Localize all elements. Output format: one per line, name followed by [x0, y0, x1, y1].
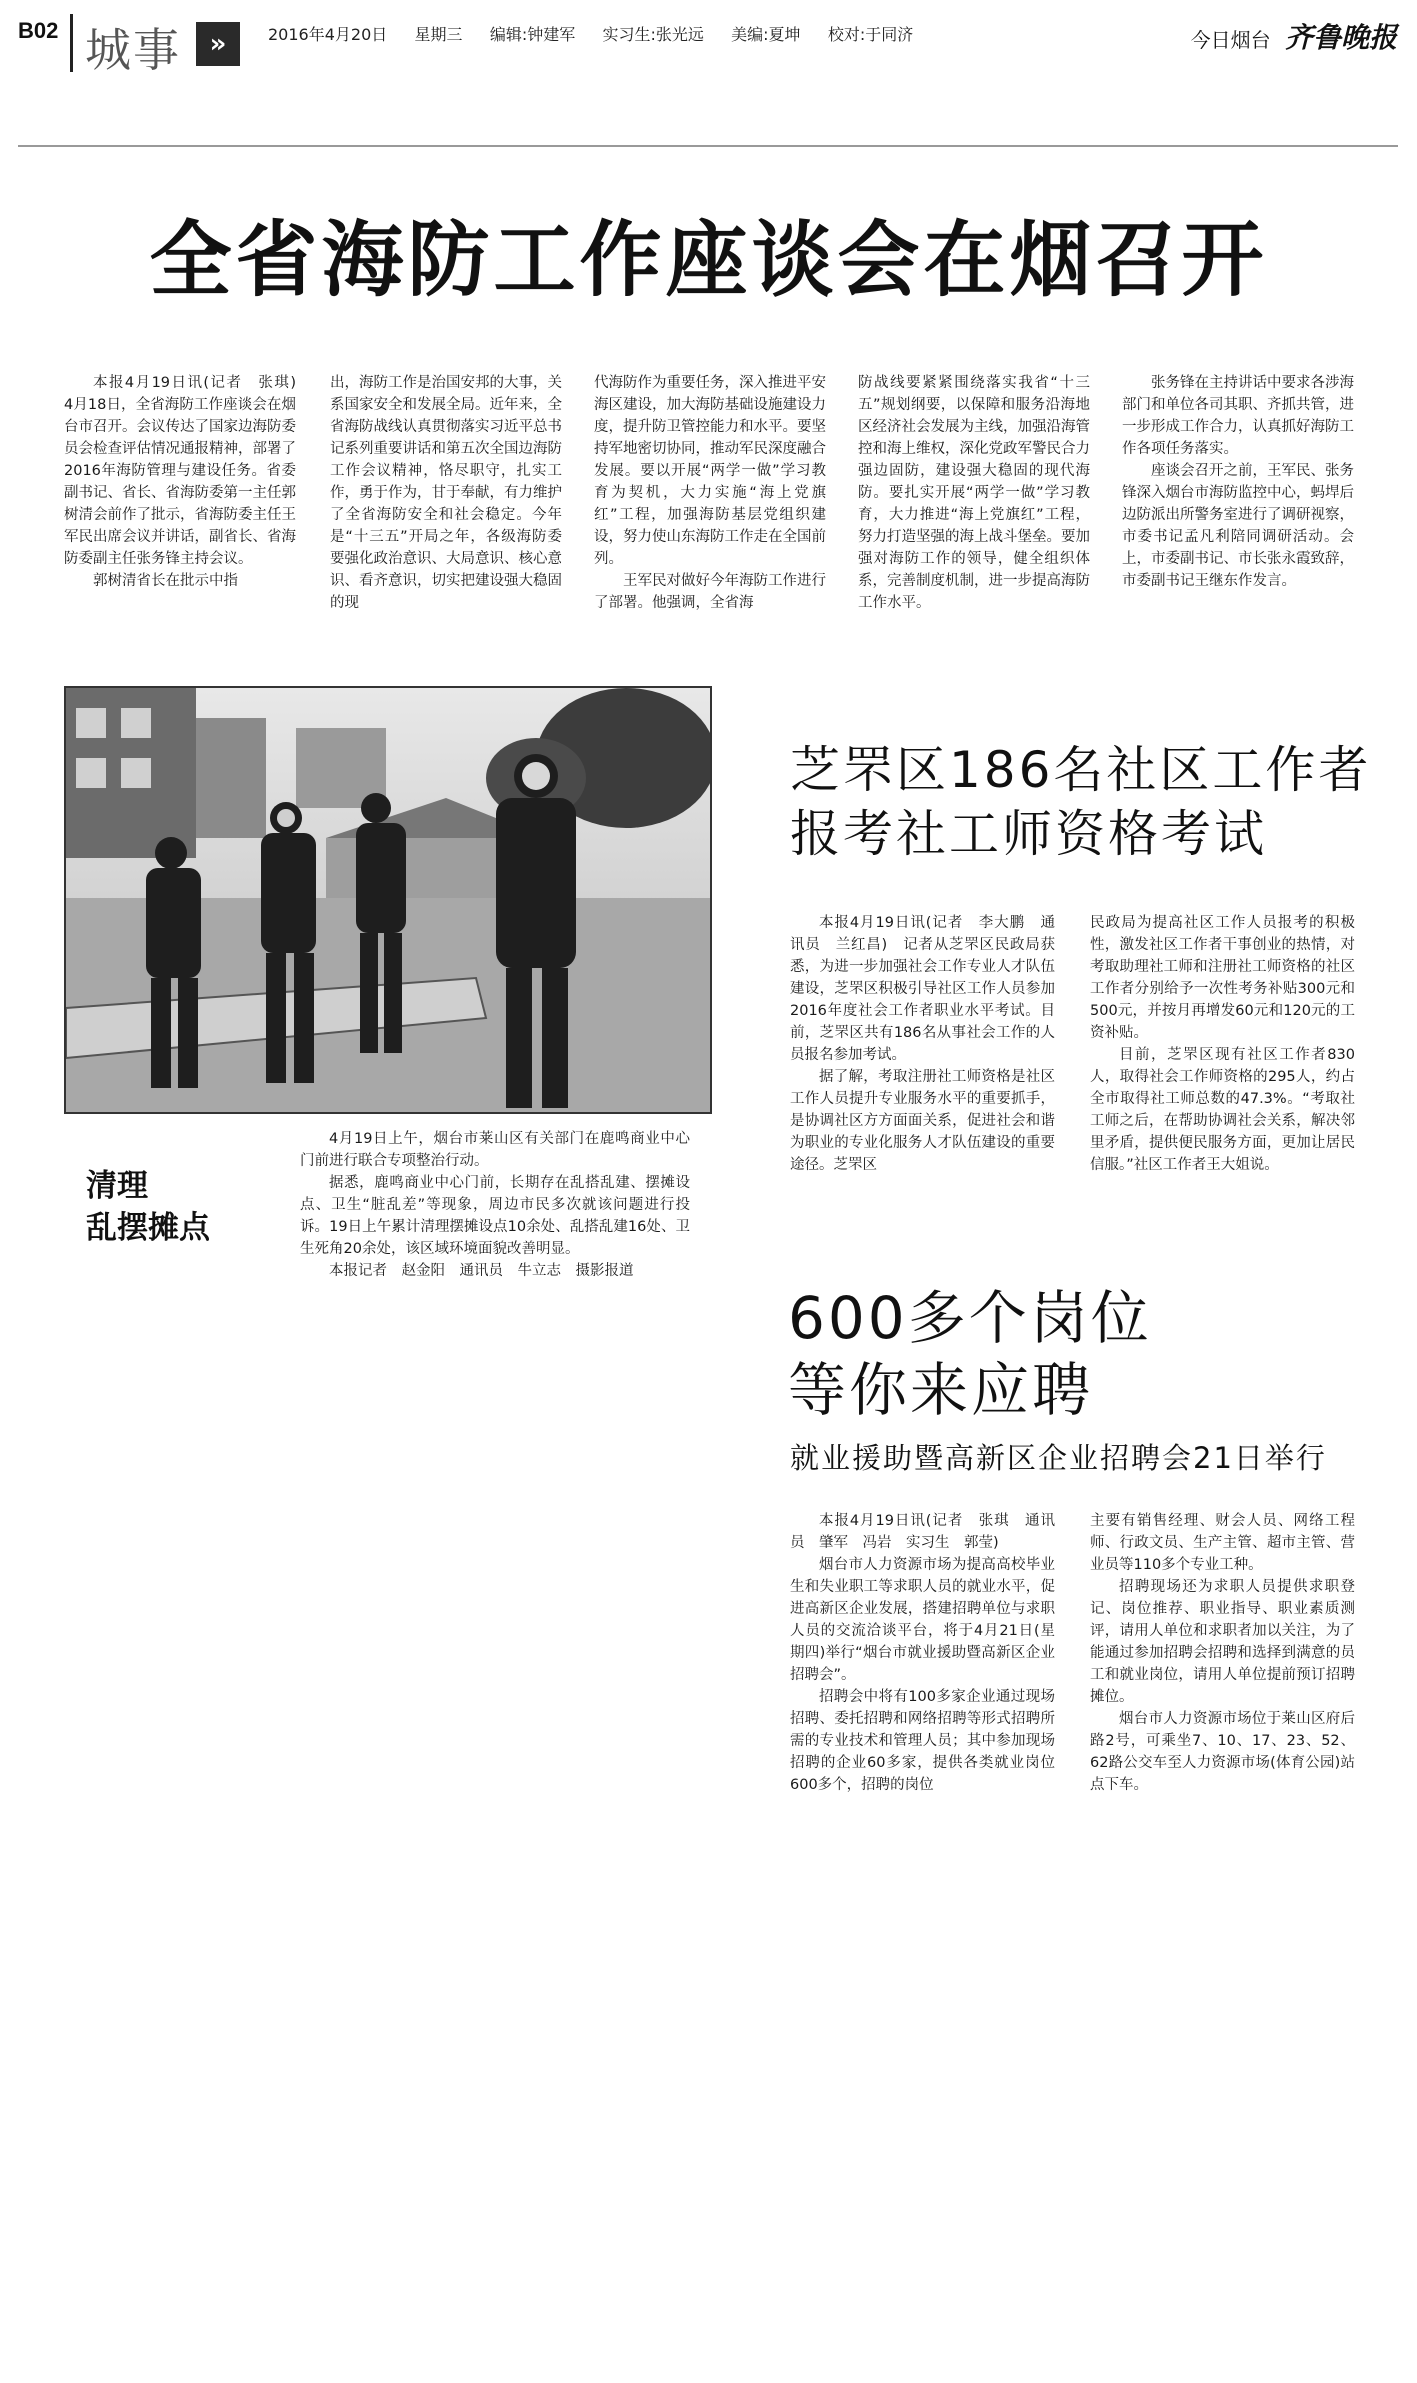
photo-caption-title-line1: 清理 — [86, 1168, 148, 1204]
header-divider — [70, 14, 73, 72]
designer-credit: 美编:夏坤 — [731, 25, 801, 44]
photo-caption-title — [86, 1165, 210, 1249]
article1-column-3 — [594, 372, 826, 614]
article1-paragraph: 张务锋在主持讲话中要求各涉海部门和单位各司其职、齐抓共管，进一步形成工作合力，认真抓好海防工作各项任务落实。 — [1122, 375, 1354, 457]
article1-column-2 — [330, 372, 562, 614]
article3-column-1 — [790, 1510, 1055, 1796]
article1-column-5 — [1122, 372, 1354, 592]
article3-paragraph: 招聘会中将有100多家企业通过现场招聘、委托招聘和网络招聘等形式招聘所需的专业技术和管理人员；其中参加现场招聘的企业60多家，提供各类就业岗位600多个，招聘的岗位 — [790, 1689, 1055, 1793]
article2-headline-line1: 芝罘区186名社区工作者 — [790, 741, 1372, 799]
article3-paragraph: 烟台市人力资源市场为提高高校毕业生和失业职工等求职人员的就业水平，促进高新区企业发展，搭建招聘单位与求职人员的交流洽谈平台，将于4月21日(星期四)举行“烟台市就业援助暨高新区企业招聘会”。 — [790, 1557, 1055, 1683]
intern-credit: 实习生:张光远 — [602, 25, 704, 44]
header-masthead — [1191, 16, 1397, 56]
paper-logo: 齐鲁晚报 — [1284, 21, 1397, 54]
article1-headline: 全省海防工作座谈会在烟召开 — [149, 213, 1268, 308]
column-name: 今日烟台 — [1190, 28, 1271, 52]
article1-paragraph: 出，海防工作是治国安邦的大事，关系国家安全和发展全局。近年来，全省海防战线认真贯彻落实习近平总书记系列重要讲话和第五次全国边海防工作会议精神，恪尽职守，扎实工作，勇于作为，甘于奉献，有力维护了全省海防安全和社会稳定。今年是“十三五”开局之年，各级海防委要强化政治意识、大局意识、核心意识、看齐意识，切实把建设强大稳固的现 — [330, 375, 562, 611]
photo-caption-text — [300, 1128, 690, 1282]
section-name: 城事 — [85, 23, 181, 77]
article1-paragraph: 本报4月19日讯(记者 张琪) 4月18日，全省海防工作座谈会在烟台市召开。会议传达了国家边海防委员会检查评估情况通报精神，部署了2016年海防管理与建设任务。省委副书记、省长、省海防委第一主任郭树清会前作了批示，省海防委主任王军民出席会议并讲话，副省长、省海防委副主任张务锋主持会议。 — [64, 375, 311, 567]
article1-paragraph: 代海防作为重要任务，深入推进平安海区建设，加大海防基础设施建设力度，提升防卫管控能力和水平。要坚持军地密切协同，推动军民深度融合发展。要以开展“两学一做”学习教育为契机，大力实施“海上党旗红”工程，加强海防基层党组织建设，努力使山东海防工作走在全国前列。 — [594, 375, 826, 567]
photo-caption-title-line2: 乱摆摊点 — [86, 1210, 210, 1246]
photo-caption-paragraph: 4月19日上午，烟台市莱山区有关部门在鹿鸣商业中心门前进行联合专项整治行动。 — [300, 1131, 690, 1169]
article2-headline-line2: 报考社工师资格考试 — [790, 805, 1267, 863]
photo-caption-paragraph: 据悉，鹿鸣商业中心门前，长期存在乱搭乱建、摆摊设点、卫生“脏乱差”等现象，周边市民多次就该问题进行投诉。19日上午累计清理摆摊设点10余处、乱搭乱建16处、卫生死角20余处，该区域环境面貌改善明显。 — [300, 1175, 690, 1257]
article2-paragraph: 本报4月19日讯(记者 李大鹏 通讯员 兰红昌) 记者从芝罘区民政局获悉，为进一步加强社会工作专业人才队伍建设，芝罘区积极引导社区工作人员参加2016年度社会工作者职业水平考试。目前，芝罘区共有186名从事社会工作的人员报名参加考试。 — [790, 915, 1055, 1063]
article2-column-1 — [790, 912, 1055, 1176]
article3-paragraph: 烟台市人力资源市场位于莱山区府后路2号，可乘坐7、10、17、23、52、62路公交车至人力资源市场(体育公园)站点下车。 — [1090, 1711, 1355, 1793]
article3-paragraph: 主要有销售经理、财会人员、网络工程师、行政文员、生产主管、超市主管、营业员等110多个专业工种。 — [1090, 1513, 1355, 1573]
proofreader-credit: 校对:于同济 — [827, 25, 914, 44]
page-number: B02 — [18, 18, 59, 43]
news-photo-illustration — [66, 688, 710, 1112]
article3-headline-line1: 600多个岗位 — [788, 1284, 1152, 1352]
article1-column-1 — [64, 372, 311, 592]
article3-headline-line2: 等你来应聘 — [788, 1356, 1094, 1424]
article1-column-4 — [858, 372, 1090, 614]
news-photo — [64, 686, 712, 1114]
editor-credit: 编辑:钟建军 — [489, 25, 576, 44]
article2-paragraph: 民政局为提高社区工作人员报考的积极性，激发社区工作者干事创业的热情，对考取助理社工师和注册社工师资格的社区工作者分别给予一次性考务补贴300元和500元，并按月再增发60元和120元的工资补贴。 — [1090, 915, 1355, 1041]
article2-paragraph: 据了解，考取注册社工师资格是社区工作人员提升专业服务水平的重要抓手，是协调社区方方面面关系，促进社会和谐为职业的专业化服务人才队伍建设的重要途径。芝罘区 — [790, 1069, 1055, 1173]
article3-subtitle: 就业援助暨高新区企业招聘会21日举行 — [790, 1441, 1327, 1475]
article2-column-2 — [1090, 912, 1355, 1176]
article3-paragraph: 本报4月19日讯(记者 张琪 通讯员 肇军 冯岩 实习生 郭莹) — [790, 1513, 1055, 1551]
article3-headline — [788, 1282, 1388, 1426]
article1-paragraph: 王军民对做好今年海防工作进行了部署。他强调，全省海 — [594, 573, 826, 611]
header-rule — [18, 145, 1398, 147]
header-info — [268, 22, 913, 45]
article3-paragraph: 招聘现场还为求职人员提供求职登记、岗位推荐、职业指导、职业素质测评，请用人单位和求职者加以关注，为了能通过参加招聘会招聘和选择到满意的员工和就业岗位，请用人单位提前预订招聘摊位。 — [1090, 1579, 1355, 1705]
article2-paragraph: 目前，芝罘区现有社区工作者830人，取得社会工作师资格的295人，约占全市取得社工师总数的47.3%。“考取社工师之后，在帮助协调社会关系，解决邻里矛盾，提供便民服务方面，更加让居民信服。”社区工作者王大姐说。 — [1090, 1047, 1355, 1173]
article1-paragraph: 防战线要紧紧围绕落实我省“十三五”规划纲要，以保障和服务沿海地区经济社会发展为主线，加强沿海管控和海上维权，深化党政军警民合力强边固防，建设强大稳固的现代海防。要扎实开展“两学一做”学习教育，大力推进“海上党旗红”工程，努力打造坚强的海上战斗堡垒。要加强对海防工作的领导，健全组织体系，完善制度机制，进一步提高海防工作水平。 — [858, 375, 1090, 611]
issue-weekday: 星期三 — [414, 25, 463, 44]
article1-paragraph: 座谈会召开之前，王军民、张务锋深入烟台市海防监控中心，蚂垾后边防派出所警务室进行了调研视察，市委书记孟凡利陪同调研活动。会上，市委副书记、市长张永霞致辞，市委副书记王继东作发言。 — [1122, 463, 1354, 589]
article1-paragraph: 郭树清省长在批示中指 — [93, 573, 238, 589]
article3-column-2 — [1090, 1510, 1355, 1796]
photo-byline: 本报记者 赵金阳 通讯员 牛立志 摄影报道 — [329, 1263, 634, 1279]
issue-date: 2016年4月20日 — [268, 25, 388, 44]
section-arrow-icon: » — [196, 22, 240, 66]
article2-headline — [790, 738, 1390, 866]
